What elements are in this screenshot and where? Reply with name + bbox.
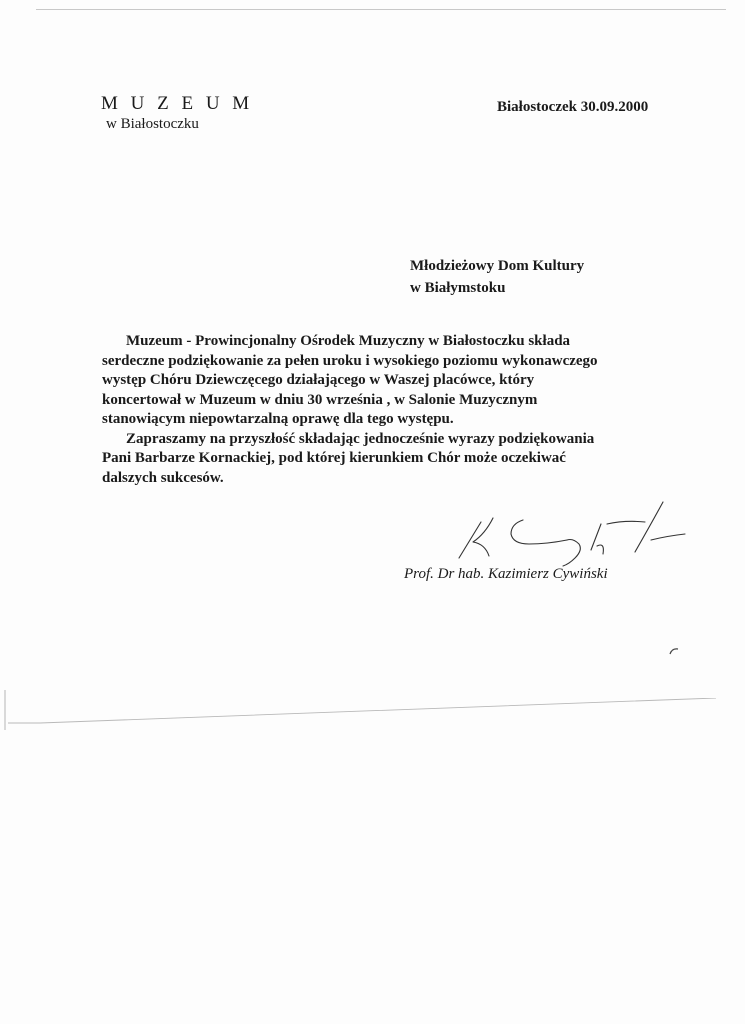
body-line-2: serdeczne podziękowanie za pełen uroku i wysokiego poziomu wykonawczego: [102, 352, 598, 369]
stray-mark: [668, 646, 682, 656]
recipient-line-1: Młodzieżowy Dom Kultury: [410, 258, 585, 274]
body-line-1: Muzeum - Prowincjonalny Ośrodek Muzyczny w Białostoczku składa: [126, 333, 571, 349]
page-fold-line: [0, 698, 745, 738]
recipient-address: [410, 255, 584, 299]
signer-name: Prof. Dr hab. Kazimierz Cywiński: [404, 566, 608, 582]
body-line-7: Pani Barbarze Kornackiej, pod której kierunkiem Chór może oczekiwać: [102, 450, 566, 466]
institution-name: M U Z E U M: [101, 93, 254, 114]
institution-city: w Białostoczku: [106, 116, 199, 132]
body-line-4: koncertował w Muzeum w dniu 30 września , w Salonie Muzycznym: [102, 391, 538, 408]
recipient-line-2: w Białymstoku: [410, 280, 506, 296]
letterhead: [101, 93, 253, 133]
body-line-3: występ Chóru Dziewczęcego działającego w Waszej placówce, który: [102, 372, 535, 388]
top-edge-line: [36, 9, 726, 10]
date-line: Białostoczek 30.09.2000: [497, 99, 649, 115]
body-line-5: stanowiącym niepowtarzalną oprawę dla tego występu.: [102, 411, 454, 427]
scan-edge-mark: [4, 690, 6, 730]
letter-body: [102, 332, 682, 488]
handwritten-signature: [455, 500, 695, 570]
body-line-6: Zapraszamy na przyszłość składając jednocześnie wyrazy podziękowania: [126, 430, 595, 447]
body-line-8: dalszych sukcesów.: [102, 469, 224, 486]
